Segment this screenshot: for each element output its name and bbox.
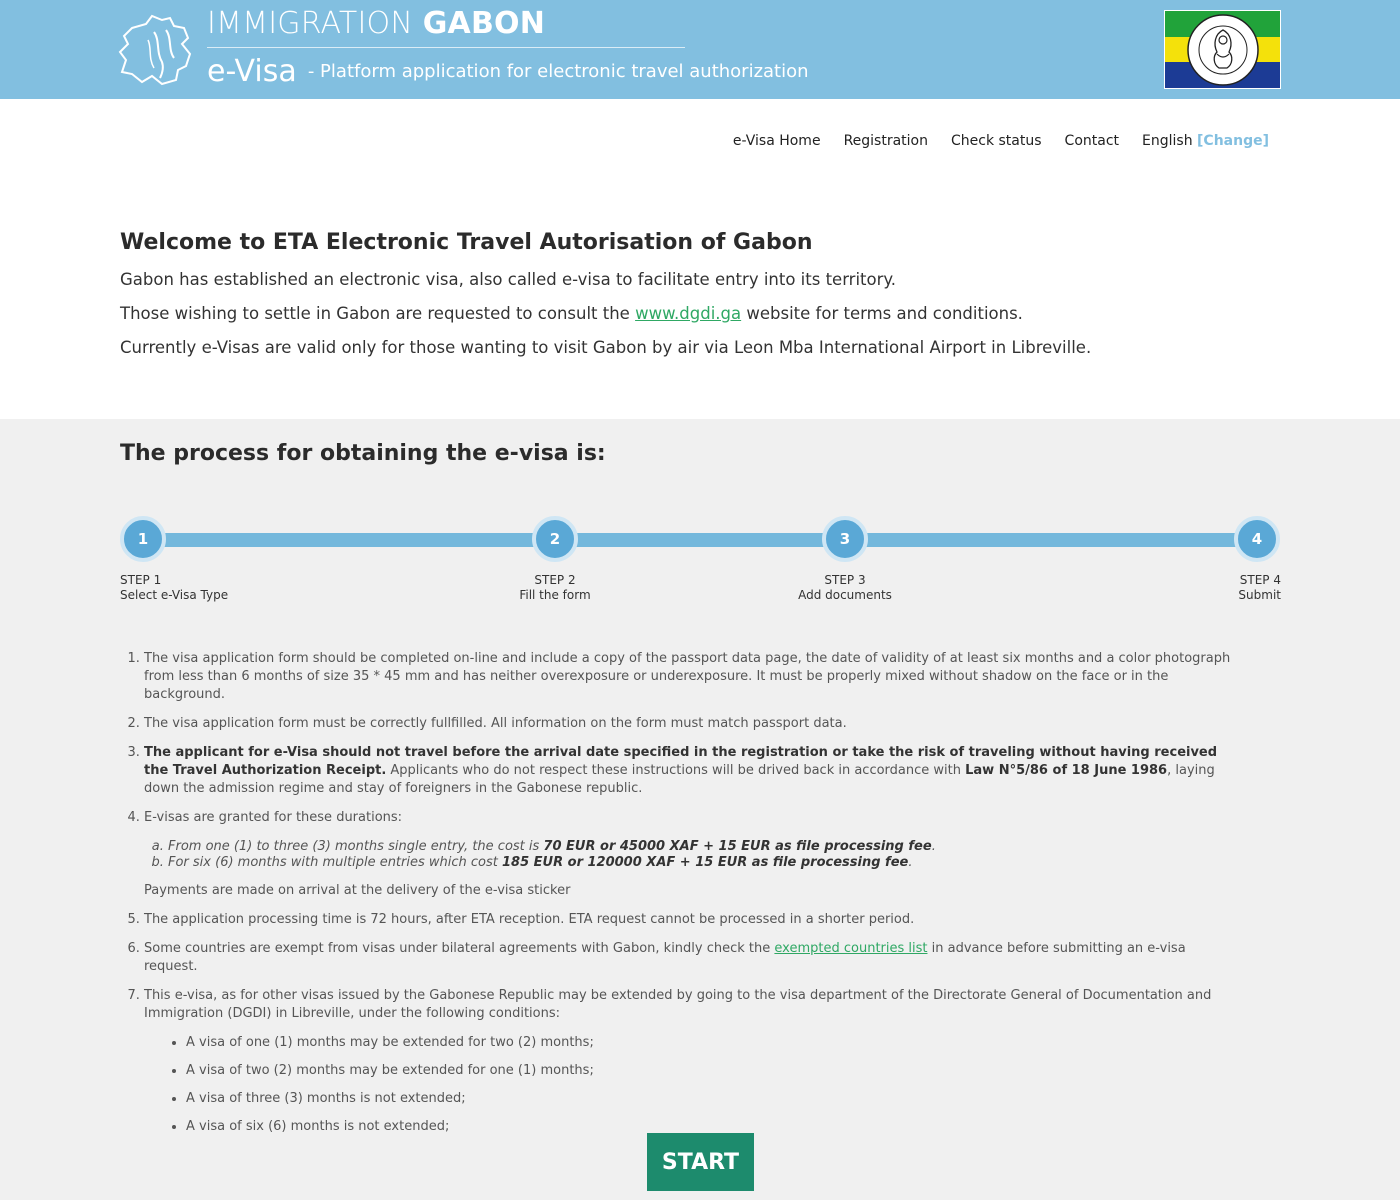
start-button[interactable]: START — [647, 1133, 754, 1191]
nav-registration[interactable]: Registration — [843, 133, 928, 149]
rule-6-text: Some countries are exempt from visas under bilateral agreements with Gabon, kindly check the — [144, 941, 775, 956]
duration-a-end: . — [931, 839, 936, 854]
step-4-desc: Submit — [1238, 588, 1281, 602]
main-nav — [733, 133, 1269, 149]
nav-check-status[interactable]: Check status — [951, 133, 1042, 149]
rule-7-text: This e-visa, as for other visas issued by the Gabonese Republic may be extended by going to the visa department of the Directorate General of Documentation and Immigration (DGDI) in Libreville, under the following conditions: — [144, 988, 1212, 1021]
process-title: The process for obtaining the e-visa is: — [120, 441, 606, 466]
step-3-label — [785, 573, 905, 603]
duration-item-a — [168, 839, 1240, 855]
extension-condition-item: • A visa of one (1) months may be extended for two (2) months; — [186, 1034, 1240, 1052]
duration-a-text: From one (1) to three (3) months single entry, the cost is — [168, 839, 544, 854]
rules-ordered-list — [130, 650, 1240, 1136]
step-2-label — [505, 573, 605, 603]
welcome-paragraph-1: Gabon has established an electronic visa, also called e-visa to facilitate entry into its territory. — [120, 270, 897, 289]
duration-item-b — [168, 855, 1240, 871]
rule-3 — [144, 744, 1240, 798]
rule-7 — [144, 987, 1240, 1136]
step-4-title: STEP 4 — [1239, 573, 1281, 587]
step-4-circle[interactable]: 4 — [1234, 516, 1280, 562]
rule-3-text: Applicants who do not respect these instructions will be drived back in accordance with — [386, 763, 966, 778]
coat-of-arms-seal-icon — [1187, 14, 1259, 86]
rule-6 — [144, 940, 1240, 976]
rule-3-law: Law N°5/86 of 18 June 1986 — [965, 763, 1168, 778]
language-current: English — [1142, 133, 1193, 149]
subtitle-description: - Platform application for electronic travel authorization — [307, 61, 809, 82]
welcome-p2-text-after: website for terms and conditions. — [741, 304, 1023, 323]
site-title-bold: GABON — [422, 6, 546, 41]
site-subtitle — [207, 54, 809, 89]
dgdi-website-link[interactable]: www.dgdi.ga — [635, 304, 742, 323]
welcome-p2-text-before: Those wishing to settle in Gabon are requested to consult the — [120, 304, 636, 323]
rule-4-text: E-visas are granted for these durations: — [144, 810, 403, 825]
steps-progress-track — [143, 533, 1258, 547]
step-2-title: STEP 2 — [534, 573, 576, 587]
step-1-circle[interactable]: 1 — [120, 516, 166, 562]
extension-condition-item: • A visa of two (2) months may be extended for one (1) months; — [186, 1062, 1240, 1080]
extension-conditions-list — [144, 1034, 1240, 1136]
site-title-light: IMMIGRATION — [207, 6, 423, 41]
rule-1: 1. The visa application form should be completed on-line and include a copy of the passport data page, the date of validity of at least six months and a color photograph from less than 6 months of size 35 * 45 mm and has neither overexposure or underexposure. It must be properly mixed without shadow on the face or in the background. — [144, 650, 1240, 704]
extension-condition-item: • A visa of six (6) months is not extended; — [186, 1118, 1240, 1136]
rule-3-text-end: , laying down the admission regime and stay of foreigners in the Gabonese republic. — [144, 763, 1215, 796]
rule-3-warning: The applicant for e-Visa should not travel before the arrival date specified in the registration or take the risk of traveling without having received the Travel Authorization Receipt. — [144, 745, 1218, 778]
rule-6-text-end: in advance before submitting an e-visa request. — [144, 941, 1186, 974]
step-3-circle[interactable]: 3 — [822, 516, 868, 562]
site-title — [207, 6, 545, 41]
step-2-desc: Fill the form — [519, 588, 591, 602]
step-1-label — [120, 573, 228, 603]
payment-note: Payments are made on arrival at the delivery of the e-visa sticker — [144, 883, 571, 898]
extension-condition-item: • A visa of three (3) months is not extended; — [186, 1090, 1240, 1108]
gabon-map-logo-icon — [118, 10, 198, 88]
language-change-link[interactable]: [Change] — [1197, 133, 1269, 149]
rule-2: 2. The visa application form must be correctly fullfilled. All information on the form must match passport data. — [144, 715, 1240, 733]
duration-b-end: . — [908, 855, 913, 870]
step-1-desc: Select e-Visa Type — [120, 588, 229, 602]
welcome-title: Welcome to ETA Electronic Travel Autorisation of Gabon — [120, 230, 813, 255]
duration-list — [144, 839, 1240, 871]
nav-contact[interactable]: Contact — [1064, 133, 1120, 149]
step-2-circle[interactable]: 2 — [532, 516, 578, 562]
rule-5: 5. The application processing time is 72 hours, after ETA reception. ETA request cannot be processed in a shorter period. — [144, 911, 1240, 929]
exempted-countries-link[interactable]: exempted countries list — [774, 941, 928, 956]
rules-list — [130, 650, 1240, 1147]
duration-b-text: For six (6) months with multiple entries which cost — [168, 855, 502, 870]
duration-a-cost: 70 EUR or 45000 XAF + 15 EUR as file processing fee — [543, 839, 932, 854]
header-divider — [207, 47, 685, 48]
subtitle-evisa: e-Visa — [207, 54, 297, 89]
duration-b-cost: 185 EUR or 120000 XAF + 15 EUR as file processing fee — [502, 855, 909, 870]
nav-evisa-home[interactable]: e-Visa Home — [732, 133, 821, 149]
process-section — [0, 419, 1400, 1200]
rule-4 — [144, 809, 1240, 900]
gabon-flag-seal-icon — [1164, 10, 1281, 89]
step-4-label — [1200, 573, 1281, 603]
header-banner — [0, 0, 1400, 99]
language-selector — [1142, 133, 1269, 149]
welcome-paragraph-3: Currently e-Visas are valid only for those wanting to visit Gabon by air via Leon Mba International Airport in Libreville. — [120, 338, 1092, 357]
step-3-title: STEP 3 — [824, 573, 866, 587]
step-1-title: STEP 1 — [120, 573, 162, 587]
step-3-desc: Add documents — [798, 588, 892, 602]
welcome-paragraph-2 — [120, 304, 1023, 323]
